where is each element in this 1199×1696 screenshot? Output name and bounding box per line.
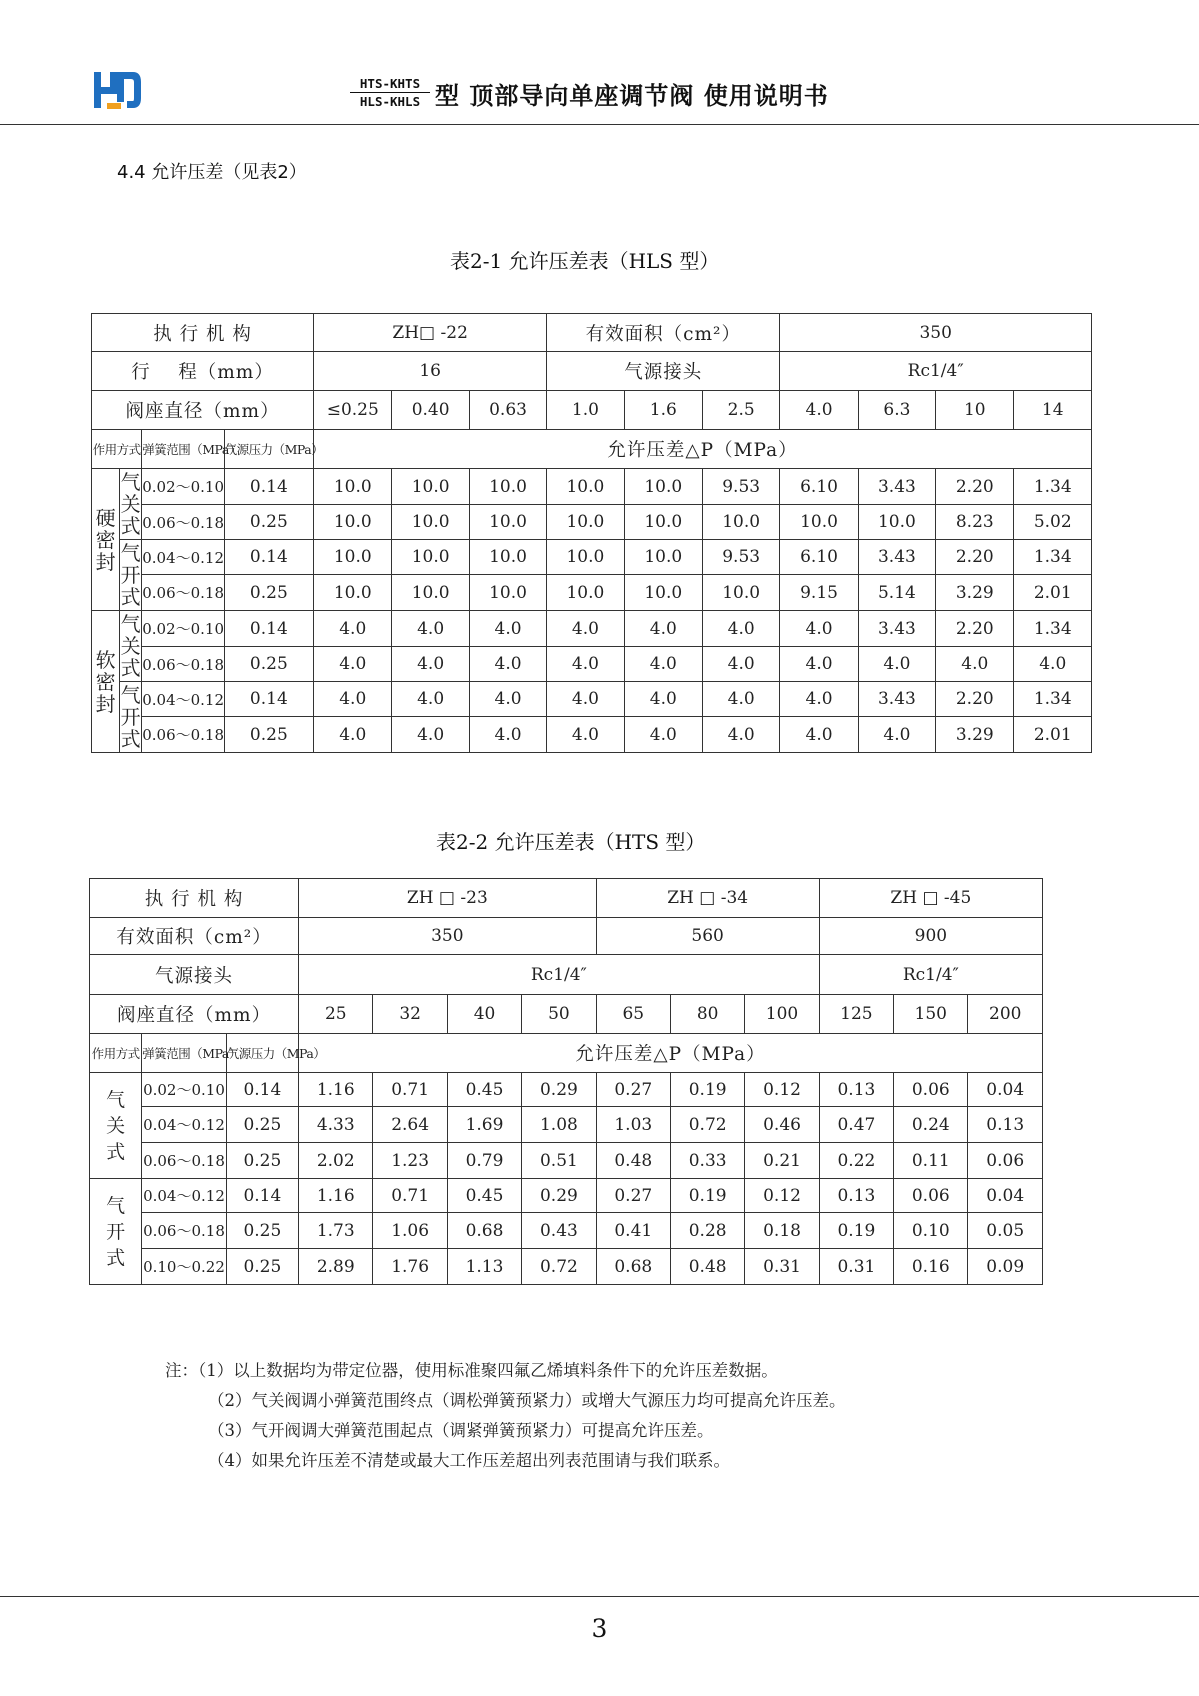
dp-value-cell: 0.19 [819,1213,893,1249]
table-row [90,1249,1043,1285]
table-row [92,540,1092,575]
dp-value-cell: 4.0 [702,647,779,682]
spring-range-cell: 0.06～0.18 [142,505,224,540]
dp-value-cell: 10.0 [469,469,546,505]
dp-value-cell: 0.04 [968,1179,1043,1213]
dp-value-cell: 0.13 [819,1073,893,1107]
seat-size-cell: 2.5 [702,391,779,430]
dp-value-cell: 4.0 [702,717,779,753]
dp-value-cell: 0.47 [819,1107,893,1143]
dp-value-cell: 3.43 [858,682,935,717]
dp-value-cell: 4.0 [1014,647,1092,682]
model-number-stack [350,76,430,109]
dp-value-cell: 2.20 [936,611,1014,647]
dp-value-cell: 4.0 [780,611,858,647]
dp-value-cell: 0.12 [745,1073,819,1107]
action-mode-header: 作用方式 [90,1034,142,1073]
air-pressure-header: 气源压力（MPa） [226,1034,298,1073]
dp-value-cell: 4.0 [624,717,702,753]
dp-value-cell: 4.0 [392,717,469,753]
spring-range-cell: 0.04～0.12 [142,540,224,575]
hls-pressure-table [91,313,1092,753]
air-pressure-cell: 0.25 [224,575,313,611]
seat-size-cell: 32 [373,995,447,1034]
area-value: 350 [299,918,597,955]
table-row [90,995,1043,1034]
dp-value-cell: 4.0 [624,647,702,682]
dp-value-cell: 0.68 [596,1249,670,1285]
area-label: 有效面积（cm²） [547,314,780,352]
dp-value-cell: 4.33 [299,1107,373,1143]
dp-value-cell: 4.0 [469,717,546,753]
dp-value-cell: 0.24 [894,1107,968,1143]
table-row [92,352,1092,391]
dp-value-cell: 3.29 [936,575,1014,611]
dp-value-cell: 1.69 [447,1107,521,1143]
air-pressure-cell: 0.25 [224,717,313,753]
table-row [90,1213,1043,1249]
actuator-value: ZH □ -23 [299,879,597,918]
dp-value-cell: 0.13 [968,1107,1043,1143]
seat-size-cell: 0.63 [469,391,546,430]
seal-type-cell: 软 密 封 [92,611,120,753]
actuator-value: ZH □ -34 [596,879,819,918]
dp-value-cell: 10.0 [392,575,469,611]
dp-value-cell: 4.0 [392,647,469,682]
dp-value-cell: 0.06 [894,1073,968,1107]
dp-value-cell: 1.34 [1014,469,1092,505]
dp-value-cell: 4.0 [858,647,935,682]
dp-value-cell: 1.34 [1014,540,1092,575]
dp-value-cell: 4.0 [858,717,935,753]
dp-value-cell: 5.14 [858,575,935,611]
allowed-dp-header: 允许压差△P（MPa） [314,430,1092,469]
dp-value-cell: 10.0 [314,505,392,540]
document-title: 型 顶部导向单座调节阀 使用说明书 [435,82,829,110]
spring-range-cell: 0.06～0.18 [142,717,224,753]
area-value: 560 [596,918,819,955]
spring-range-cell: 0.06～0.18 [142,575,224,611]
dp-value-cell: 4.0 [314,647,392,682]
seat-size-cell: 125 [819,995,893,1034]
dp-value-cell: 4.0 [780,682,858,717]
spring-range-header: 弹簧范围（MPa） [142,1034,226,1073]
dp-value-cell: 4.0 [314,717,392,753]
table-row [92,505,1092,540]
dp-value-cell: 10.0 [702,505,779,540]
seat-size-cell: 100 [745,995,819,1034]
dp-value-cell: 4.0 [469,611,546,647]
air-connection-label: 气源接头 [547,352,780,391]
dp-value-cell: 4.0 [936,647,1014,682]
dp-value-cell: 3.29 [936,717,1014,753]
dp-value-cell: 0.19 [670,1179,744,1213]
dp-value-cell: 0.19 [670,1073,744,1107]
dp-value-cell: 6.10 [780,540,858,575]
seat-size-cell: 6.3 [858,391,935,430]
dp-value-cell: 0.48 [596,1143,670,1179]
seat-size-cell: 4.0 [780,391,858,430]
spring-range-cell: 0.04～0.12 [142,1179,226,1213]
table-row [92,647,1092,682]
seat-size-cell: 150 [894,995,968,1034]
seat-diameter-label: 阀座直径（mm） [92,391,314,430]
dp-value-cell: 10.0 [469,575,546,611]
dp-value-cell: 0.71 [373,1073,447,1107]
table-row [92,682,1092,717]
dp-value-cell: 2.01 [1014,717,1092,753]
action-mode-cell: 气 关 式 [120,612,141,680]
dp-value-cell: 2.01 [1014,575,1092,611]
dp-value-cell: 4.0 [702,682,779,717]
dp-value-cell: 0.29 [522,1179,596,1213]
dp-value-cell: 0.31 [745,1249,819,1285]
spring-range-cell: 0.06～0.18 [142,1213,226,1249]
table-row [92,314,1092,352]
dp-value-cell: 6.10 [780,469,858,505]
note-line: （3）气开阀调大弹簧范围起点（调紧弹簧预紧力）可提高允许压差。 [208,1421,714,1440]
seat-size-cell: 1.0 [547,391,624,430]
dp-value-cell: 0.29 [522,1073,596,1107]
dp-value-cell: 0.48 [670,1249,744,1285]
seat-size-cell: 0.40 [392,391,469,430]
dp-value-cell: 4.0 [624,682,702,717]
area-label: 有效面积（cm²） [90,918,299,955]
dp-value-cell: 1.34 [1014,682,1092,717]
page-number: 3 [591,1614,608,1643]
dp-value-cell: 10.0 [702,575,779,611]
seat-size-cell: 50 [522,995,596,1034]
seat-size-cell: 80 [670,995,744,1034]
dp-value-cell: 4.0 [392,682,469,717]
dp-value-cell: 8.23 [936,505,1014,540]
table1-caption: 表2-1 允许压差表（HLS 型） [450,249,720,273]
dp-value-cell: 1.23 [373,1143,447,1179]
dp-value-cell: 4.0 [547,682,624,717]
dp-value-cell: 1.34 [1014,611,1092,647]
page-header [0,0,1199,128]
air-pressure-cell: 0.25 [224,505,313,540]
air-connection-value: Rc1/4″ [299,955,820,995]
dp-value-cell: 10.0 [547,505,624,540]
dp-value-cell: 0.28 [670,1213,744,1249]
dp-value-cell: 10.0 [392,505,469,540]
dp-value-cell: 0.27 [596,1073,670,1107]
note-line: （2）气关阀调小弹簧范围终点（调松弹簧预紧力）或增大气源压力均可提高允许压差。 [208,1391,846,1410]
dp-value-cell: 2.02 [299,1143,373,1179]
dp-value-cell: 4.0 [702,611,779,647]
dp-value-cell: 0.21 [745,1143,819,1179]
dp-value-cell: 3.43 [858,540,935,575]
air-pressure-cell: 0.25 [226,1213,298,1249]
dp-value-cell: 3.43 [858,611,935,647]
dp-value-cell: 4.0 [547,611,624,647]
dp-value-cell: 10.0 [780,505,858,540]
dp-value-cell: 1.13 [447,1249,521,1285]
dp-value-cell: 10.0 [314,540,392,575]
spring-range-cell: 0.02～0.10 [142,611,224,647]
action-mode-cell: 气 开 式 [120,541,141,609]
dp-value-cell: 0.68 [447,1213,521,1249]
dp-value-cell: 10.0 [624,505,702,540]
seat-size-cell: 1.6 [624,391,702,430]
dp-value-cell: 0.13 [819,1179,893,1213]
dp-value-cell: 0.72 [670,1107,744,1143]
model-number-bottom: HLS-KHLS [359,94,421,109]
table-row [90,879,1043,918]
dp-value-cell: 4.0 [314,682,392,717]
dp-value-cell: 0.18 [745,1213,819,1249]
table-row [90,1034,1043,1073]
dp-value-cell: 0.71 [373,1179,447,1213]
dp-value-cell: 2.20 [936,540,1014,575]
table-row [90,918,1043,955]
table-row [90,1179,1043,1213]
area-value: 350 [780,314,1092,352]
model-number-top: HTS-KHTS [350,76,430,93]
table-row [92,611,1092,647]
actuator-label: 执 行 机 构 [92,314,314,352]
air-pressure-cell: 0.14 [224,540,313,575]
air-pressure-cell: 0.25 [226,1249,298,1285]
table-row [90,1107,1043,1143]
dp-value-cell: 2.64 [373,1107,447,1143]
dp-value-cell: 10.0 [547,469,624,505]
dp-value-cell: 10.0 [314,469,392,505]
spring-range-cell: 0.04～0.12 [142,682,224,717]
dp-value-cell: 0.16 [894,1249,968,1285]
dp-value-cell: 1.76 [373,1249,447,1285]
spring-range-header: 弹簧范围（MPa） [142,430,224,469]
dp-value-cell: 0.06 [894,1179,968,1213]
dp-value-cell: 0.04 [968,1073,1043,1107]
spring-range-cell: 0.02～0.10 [142,469,224,505]
air-pressure-cell: 0.14 [226,1179,298,1213]
footer-divider [0,1596,1199,1597]
air-pressure-cell: 0.25 [226,1107,298,1143]
dp-value-cell: 2.20 [936,682,1014,717]
header-divider [0,124,1199,125]
table-row [90,1143,1043,1179]
dp-value-cell: 0.43 [522,1213,596,1249]
dp-value-cell: 1.03 [596,1107,670,1143]
actuator-label: 执 行 机 构 [90,879,299,918]
action-mode-cell: 气 关 式 [120,470,141,538]
dp-value-cell: 10.0 [624,469,702,505]
allowed-dp-header: 允许压差△P（MPa） [299,1034,1043,1073]
seat-size-cell: 14 [1014,391,1092,430]
action-mode-cell: 气 开 式 [90,1179,142,1285]
company-logo-icon [93,70,143,112]
actuator-value: ZH □ -45 [819,879,1042,918]
air-connection-value: Rc1/4″ [819,955,1042,995]
note-line: （4）如果允许压差不清楚或最大工作压差超出列表范围请与我们联系。 [208,1451,730,1470]
dp-value-cell: 0.05 [968,1213,1043,1249]
dp-value-cell: 10.0 [858,505,935,540]
air-pressure-cell: 0.14 [224,469,313,505]
dp-value-cell: 0.51 [522,1143,596,1179]
dp-value-cell: 4.0 [469,682,546,717]
table-row [92,717,1092,753]
dp-value-cell: 2.89 [299,1249,373,1285]
dp-value-cell: 0.22 [819,1143,893,1179]
dp-value-cell: 1.16 [299,1179,373,1213]
seat-size-cell: 40 [447,995,521,1034]
dp-value-cell: 4.0 [547,717,624,753]
table-row [92,391,1092,430]
dp-value-cell: 4.0 [392,611,469,647]
dp-value-cell: 4.0 [469,647,546,682]
air-connection-value: Rc1/4″ [780,352,1092,391]
dp-value-cell: 5.02 [1014,505,1092,540]
dp-value-cell: 0.11 [894,1143,968,1179]
dp-value-cell: 10.0 [469,540,546,575]
air-connection-label: 气源接头 [90,955,299,995]
action-mode-cell: 气 开 式 [120,683,141,751]
seal-type-cell: 硬 密 封 [92,469,120,611]
spring-range-cell: 0.06～0.18 [142,647,224,682]
seat-size-cell: ≤0.25 [314,391,392,430]
dp-value-cell: 10.0 [624,540,702,575]
dp-value-cell: 10.0 [392,469,469,505]
dp-value-cell: 1.73 [299,1213,373,1249]
dp-value-cell: 0.41 [596,1213,670,1249]
dp-value-cell: 0.27 [596,1179,670,1213]
air-pressure-cell: 0.25 [224,647,313,682]
spring-range-cell: 0.10～0.22 [142,1249,226,1285]
dp-value-cell: 1.08 [522,1107,596,1143]
seat-size-cell: 200 [968,995,1043,1034]
table-row [92,575,1092,611]
table-row [90,1073,1043,1107]
dp-value-cell: 9.53 [702,540,779,575]
dp-value-cell: 4.0 [780,717,858,753]
section-heading: 4.4 允许压差（见表2） [117,162,307,183]
notes-block [165,1356,846,1476]
dp-value-cell: 9.15 [780,575,858,611]
air-pressure-cell: 0.14 [224,682,313,717]
seat-size-cell: 65 [596,995,670,1034]
table2-caption: 表2-2 允许压差表（HTS 型） [436,830,706,854]
table-row [92,469,1092,505]
dp-value-cell: 4.0 [314,611,392,647]
dp-value-cell: 0.79 [447,1143,521,1179]
seat-diameter-label: 阀座直径（mm） [90,995,299,1034]
dp-value-cell: 10.0 [624,575,702,611]
dp-value-cell: 0.45 [447,1179,521,1213]
dp-value-cell: 0.31 [819,1249,893,1285]
air-pressure-header: 气源压力（MPa） [224,430,313,469]
action-mode-header: 作用方式 [92,430,142,469]
dp-value-cell: 0.46 [745,1107,819,1143]
dp-value-cell: 1.06 [373,1213,447,1249]
dp-value-cell: 0.12 [745,1179,819,1213]
dp-value-cell: 0.72 [522,1249,596,1285]
table-row [90,955,1043,995]
area-value: 900 [819,918,1042,955]
seat-size-cell: 25 [299,995,373,1034]
dp-value-cell: 3.43 [858,469,935,505]
dp-value-cell: 0.09 [968,1249,1043,1285]
dp-value-cell: 0.33 [670,1143,744,1179]
dp-value-cell: 10.0 [314,575,392,611]
spring-range-cell: 0.06～0.18 [142,1143,226,1179]
spring-range-cell: 0.04～0.12 [142,1107,226,1143]
dp-value-cell: 10.0 [392,540,469,575]
air-pressure-cell: 0.14 [226,1073,298,1107]
spring-range-cell: 0.02～0.10 [142,1073,226,1107]
air-pressure-cell: 0.14 [224,611,313,647]
dp-value-cell: 10.0 [547,540,624,575]
actuator-value: ZH□ -22 [314,314,547,352]
dp-value-cell: 4.0 [624,611,702,647]
dp-value-cell: 0.10 [894,1213,968,1249]
dp-value-cell: 4.0 [780,647,858,682]
dp-value-cell: 0.45 [447,1073,521,1107]
stroke-label: 行 程（mm） [92,352,314,391]
dp-value-cell: 4.0 [547,647,624,682]
dp-value-cell: 10.0 [547,575,624,611]
seat-size-cell: 10 [936,391,1014,430]
dp-value-cell: 2.20 [936,469,1014,505]
dp-value-cell: 1.16 [299,1073,373,1107]
hts-pressure-table [89,878,1043,1285]
dp-value-cell: 10.0 [469,505,546,540]
note-line: 注：（1）以上数据均为带定位器，使用标准聚四氟乙烯填料条件下的允许压差数据。 [165,1361,778,1380]
table-row [92,430,1092,469]
dp-value-cell: 9.53 [702,469,779,505]
stroke-value: 16 [314,352,547,391]
dp-value-cell: 0.06 [968,1143,1043,1179]
action-mode-cell: 气 关 式 [90,1073,142,1179]
air-pressure-cell: 0.25 [226,1143,298,1179]
